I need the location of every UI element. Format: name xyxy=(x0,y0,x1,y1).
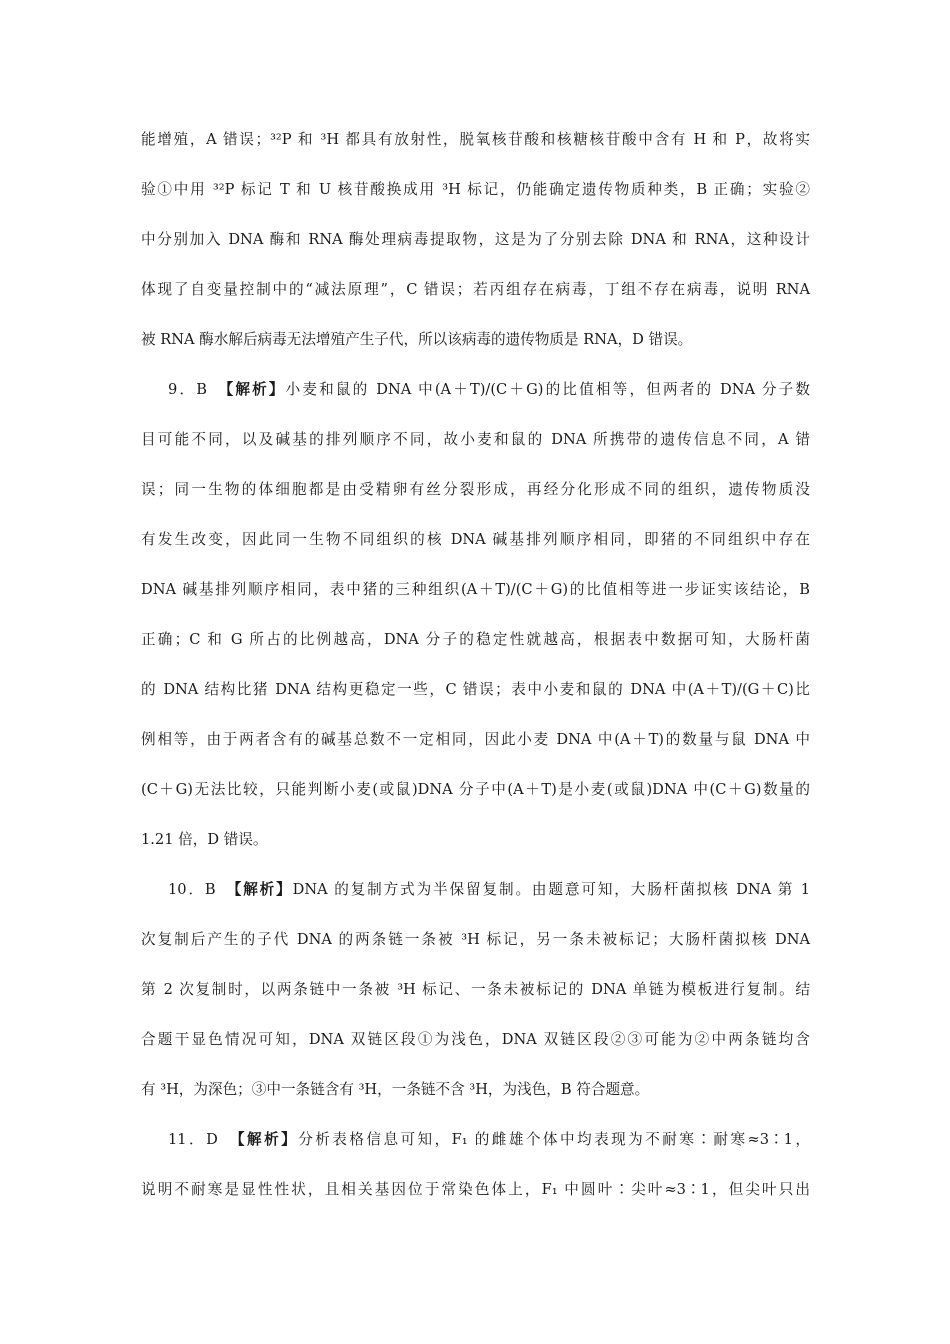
text-line: 合题干显色情况可知，DNA 双链区段①为浅色，DNA 双链区段②③可能为②中两条链均含 xyxy=(141,1031,810,1048)
text-line: (C＋G)无法比较，只能判断小麦(或鼠)DNA 分子中(A＋T)是小麦(或鼠)DNA 中(C＋G)数量的 xyxy=(141,781,810,798)
answer-9-first-line xyxy=(168,380,810,400)
text-line: 被 RNA 酶水解后病毒无法增殖产生子代，所以该病毒的遗传物质是 RNA，D 错误。 xyxy=(141,331,693,348)
text-line: 中分别加入 DNA 酶和 RNA 酶处理病毒提取物，这是为了分别去除 DNA 和 RNA，这种设计 xyxy=(141,231,810,248)
text-line: 目可能不同，以及碱基的排列顺序不同，故小麦和鼠的 DNA 所携带的遗传信息不同，A 错 xyxy=(141,431,810,448)
text-line: 有 ³H，为深色；③中一条链含有 ³H，一条链不含 ³H，为浅色，B 符合题意。 xyxy=(141,1081,650,1098)
answer-number: 11．D xyxy=(168,1131,218,1148)
text-line: 能增殖，A 错误；³²P 和 ³H 都具有放射性，脱氧核苷酸和核糖核苷酸中含有 H 和 P，故将实 xyxy=(141,131,810,148)
text-line: 例相等，由于两者含有的碱基总数不一定相同，因此小麦 DNA 中(A＋T)的数量与鼠 DNA 中 xyxy=(141,731,810,748)
text-line: 小麦和鼠的 DNA 中(A＋T)/(C＋G)的比值相等，但两者的 DNA 分子数 xyxy=(285,381,810,398)
text-line: DNA 的复制方式为半保留复制。由题意可知，大肠杆菌拟核 DNA 第 1 xyxy=(292,881,810,898)
text-line: 误；同一生物的体细胞都是由受精卵有丝分裂形成，再经分化形成不同的组织，遗传物质没 xyxy=(141,481,810,498)
text-line: 1.21 倍，D 错误。 xyxy=(141,831,268,848)
text-line: DNA 碱基排列顺序相同，表中猪的三种组织(A＋T)/(C＋G)的比值相等进一步证实该结论，B xyxy=(141,581,810,598)
text-line: 说明不耐寒是显性性状，且相关基因位于常染色体上，F₁ 中圆叶∶尖叶≈3∶1，但尖叶只出 xyxy=(141,1181,810,1198)
answer-10-first-line xyxy=(168,880,810,900)
answer-number: 9．B xyxy=(168,381,207,398)
analysis-tag: 【解析】 xyxy=(237,1131,299,1148)
text-line: 验①中用 ³²P 标记 T 和 U 核苷酸换成用 ³H 标记，仍能确定遗传物质种类，B 正确；实验② xyxy=(141,181,810,198)
text-line: 次复制后产生的子代 DNA 的两条链一条被 ³H 标记，另一条未被标记；大肠杆菌拟核 DNA xyxy=(141,931,810,948)
analysis-tag: 【解析】 xyxy=(234,881,293,898)
text-line: 的 DNA 结构比猪 DNA 结构更稳定一些，C 错误；表中小麦和鼠的 DNA 中(A＋T)/(G＋C)比 xyxy=(141,681,810,698)
answer-number: 10．B xyxy=(168,881,216,898)
text-line: 分析表格信息可知，F₁ 的雌雄个体中均表现为不耐寒∶耐寒≈3∶1， xyxy=(298,1131,810,1148)
text-line: 有发生改变，因此同一生物不同组织的核 DNA 碱基排列顺序相同，即猪的不同组织中存在 xyxy=(141,531,810,548)
text-line: 正确；C 和 G 所占的比例越高，DNA 分子的稳定性就越高，根据表中数据可知，大肠杆菌 xyxy=(141,631,810,648)
text-line: 第 2 次复制时，以两条链中一条被 ³H 标记、一条未被标记的 DNA 单链为模板进行复制。结 xyxy=(141,981,810,998)
text-line: 体现了自变量控制中的“减法原理”，C 错误；若丙组存在病毒，丁组不存在病毒，说明 RNA xyxy=(141,281,810,298)
analysis-tag: 【解析】 xyxy=(225,381,286,398)
answer-11-first-line xyxy=(168,1130,810,1150)
